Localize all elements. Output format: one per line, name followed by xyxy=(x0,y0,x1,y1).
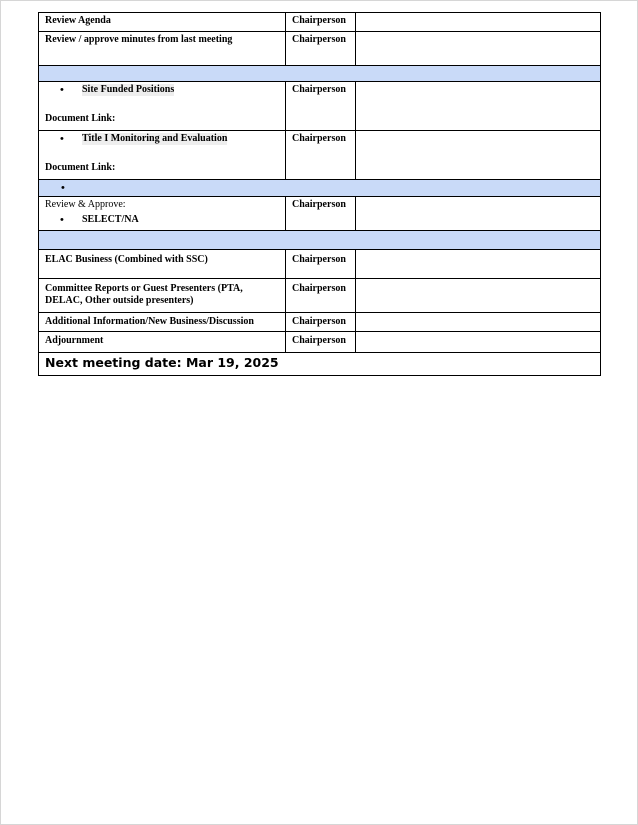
list-item xyxy=(45,84,279,96)
document-link-label[interactable]: Document Link: xyxy=(45,113,116,124)
agenda-item: ELAC Business (Combined with SSC) xyxy=(39,250,286,279)
agenda-item-cell xyxy=(39,131,286,180)
agenda-item: Adjournment xyxy=(39,332,286,353)
agenda-bullet-text[interactable]: SELECT/NA xyxy=(82,214,139,225)
agenda-owner: Chairperson xyxy=(286,32,356,66)
agenda-item: Review Agenda xyxy=(39,13,286,32)
table-row xyxy=(39,197,601,231)
table-row xyxy=(39,279,601,313)
agenda-notes-cell[interactable] xyxy=(356,279,601,313)
agenda-owner: Chairperson xyxy=(286,197,356,231)
list-item xyxy=(45,133,279,145)
table-row xyxy=(39,82,601,131)
table-row xyxy=(39,332,601,353)
table-row xyxy=(39,313,601,332)
agenda-item: Review / approve minutes from last meeting xyxy=(39,32,286,66)
document-link-label[interactable]: Document Link: xyxy=(45,162,116,173)
agenda-notes-cell[interactable] xyxy=(356,82,601,131)
table-row xyxy=(39,32,601,66)
bullet-icon: • xyxy=(60,133,64,145)
agenda-owner: Chairperson xyxy=(286,332,356,353)
bullet-icon: • xyxy=(61,182,65,194)
table-row xyxy=(39,250,601,279)
agenda-owner: Chairperson xyxy=(286,131,356,180)
agenda-bullet-text: Site Funded Positions xyxy=(82,84,175,95)
agenda-notes-cell[interactable] xyxy=(356,332,601,353)
section-divider-cell[interactable] xyxy=(39,66,601,82)
agenda-item-cell xyxy=(39,279,286,313)
section-divider-row xyxy=(39,231,601,250)
agenda-item: Review & Approve: xyxy=(45,199,126,210)
table-row xyxy=(39,13,601,32)
agenda-owner: Chairperson xyxy=(286,313,356,332)
list-item xyxy=(39,180,600,194)
agenda-item-line: Committee Reports or Guest Presenters (PTA, xyxy=(45,283,243,294)
bullet-icon: • xyxy=(60,214,64,226)
section-divider-row xyxy=(39,66,601,82)
table-row xyxy=(39,131,601,180)
agenda-item-cell xyxy=(39,82,286,131)
next-meeting-date[interactable]: Next meeting date: Mar 19, 2025 xyxy=(39,353,601,376)
agenda-bullet-text: Title I Monitoring and Evaluation xyxy=(82,133,228,144)
table-row xyxy=(39,353,601,376)
agenda-item: Additional Information/New Business/Discussion xyxy=(39,313,286,332)
agenda-item-cell xyxy=(39,197,286,231)
agenda-item-line: DELAC, Other outside presenters) xyxy=(45,295,194,306)
agenda-notes-cell[interactable] xyxy=(356,313,601,332)
list-item xyxy=(45,214,279,226)
agenda-owner: Chairperson xyxy=(286,13,356,32)
section-divider-row xyxy=(39,180,601,197)
agenda-notes-cell[interactable] xyxy=(356,32,601,66)
agenda-table xyxy=(38,12,601,376)
agenda-notes-cell[interactable] xyxy=(356,250,601,279)
agenda-notes-cell[interactable] xyxy=(356,13,601,32)
agenda-owner: Chairperson xyxy=(286,250,356,279)
agenda-owner: Chairperson xyxy=(286,279,356,313)
agenda-notes-cell[interactable] xyxy=(356,131,601,180)
bullet-icon: • xyxy=(60,84,64,96)
section-divider-cell[interactable] xyxy=(39,231,601,250)
agenda-owner: Chairperson xyxy=(286,82,356,131)
section-divider-cell[interactable] xyxy=(39,180,601,197)
agenda-notes-cell[interactable] xyxy=(356,197,601,231)
